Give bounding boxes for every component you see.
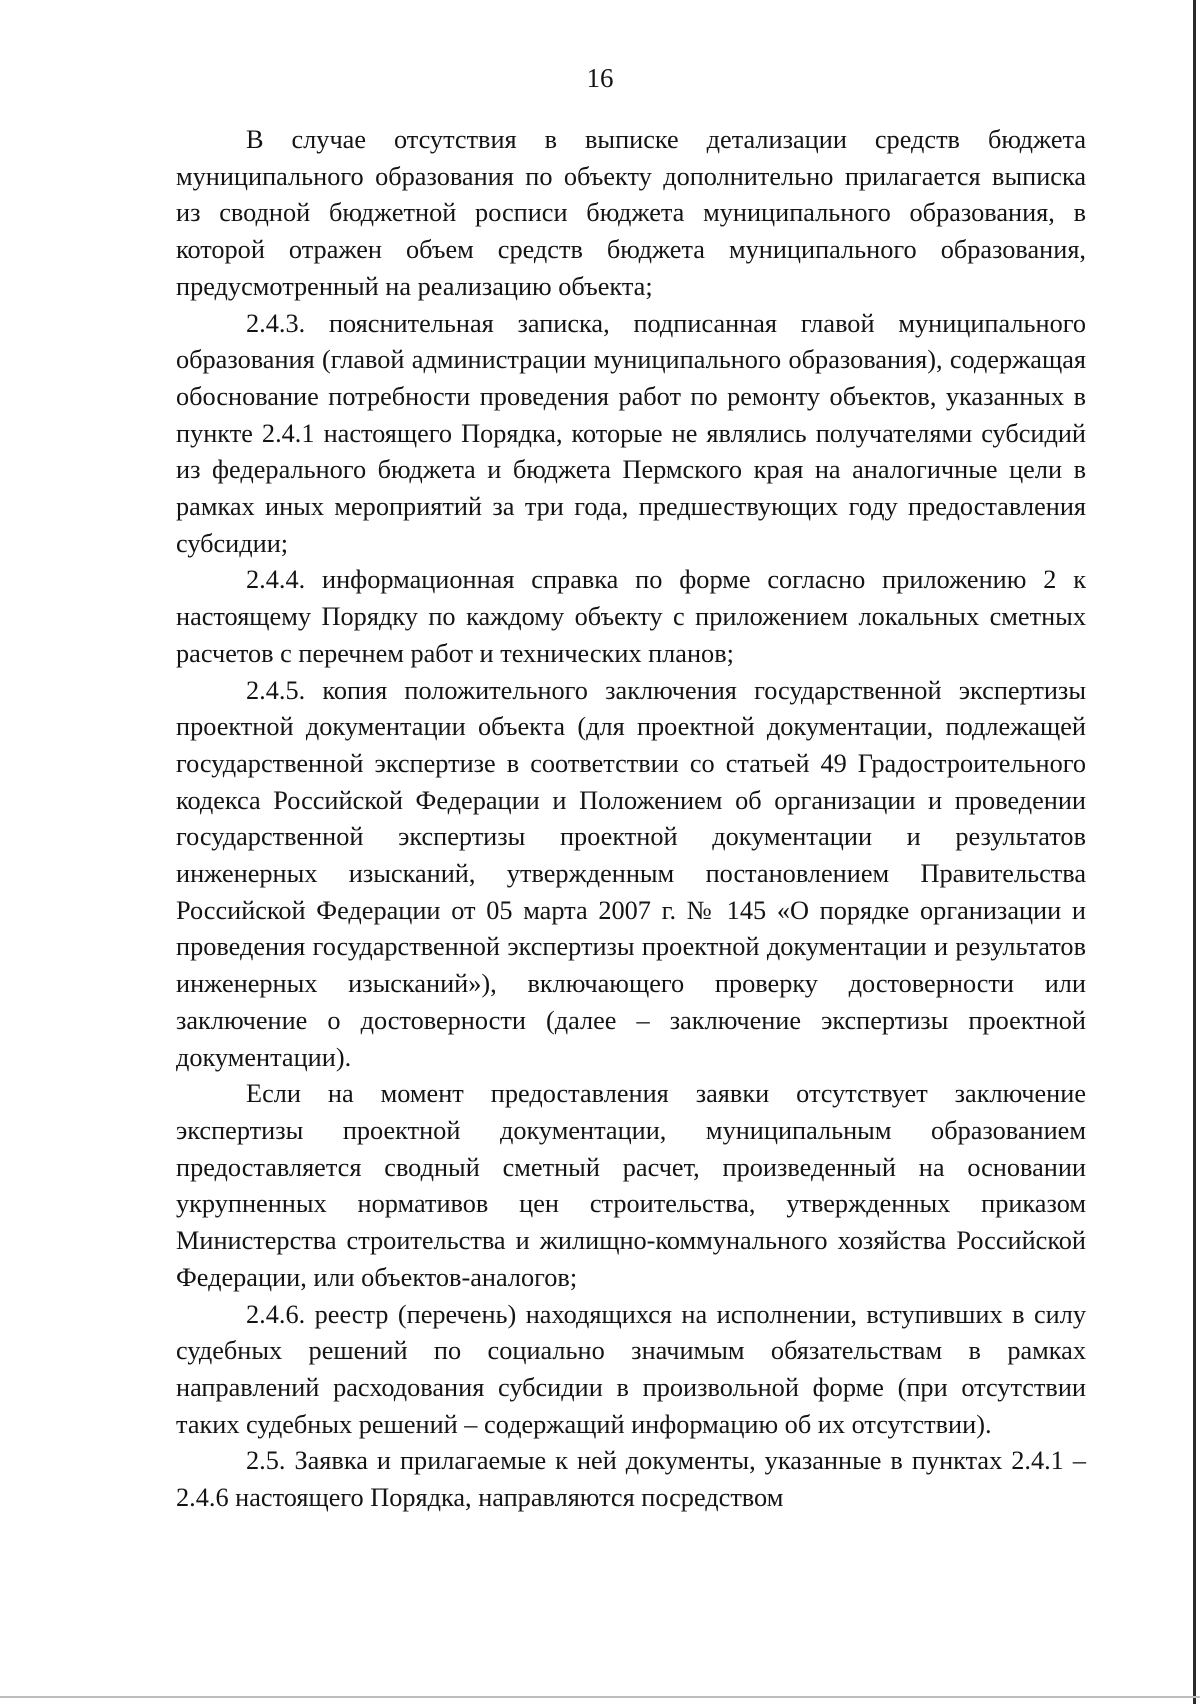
paragraph-no-expertise: Если на момент предоставления заявки отсутствует заключение экспертизы проектной документации, муниципальным образованием предоставляется сводный сметный расчет, произведенный на основании укрупненных нормативов цен строительства, утвержденных приказом Министерства строительства и жилищно-коммунального хозяйства Российской Федерации, или объектов-аналогов; [176, 1079, 1086, 1292]
scan-edge-right [1193, 0, 1196, 1704]
paragraph-2-4-6: 2.4.6. реестр (перечень) находящихся на исполнении, вступивших в силу судебных решений по социально значимым обязательствам в рамках направлений расходования субсидии в произвольной форме (при отсутствии таких судебных решений – содержащий информацию об их отсутствии). [176, 1299, 1086, 1439]
paragraph-2-4-4: 2.4.4. информационная справка по форме согласно приложению 2 к настоящему Порядку по каждому объекту с приложением локальных сметных расчетов с перечнем работ и технических планов; [176, 565, 1086, 668]
paragraph-budget-extract: В случае отсутствия в выписке детализации средств бюджета муниципального образования по объекту дополнительно прилагается выписка из сводной бюджетной росписи бюджета муниципального образования, в которой отражен объем средств бюджета муниципального образования, предусмотренный на реализацию объекта; [176, 125, 1086, 301]
page-number: 16 [586, 63, 614, 93]
paragraph-2-4-3: 2.4.3. пояснительная записка, подписанная главой муниципального образования (главой администрации муниципального образования), содержащая обоснование потребности проведения работ по ремонту объектов, указанных в пункте 2.4.1 настоящего Порядка, которые не являлись получателями субсидий из федерального бюджета и бюджета Пермского края на аналогичные цели в рамках иных мероприятий за три года, предшествующих году предоставления субсидии; [176, 308, 1086, 558]
scan-edge-bottom [0, 1696, 1200, 1698]
paragraph-2-5: 2.5. Заявка и прилагаемые к ней документы, указанные в пунктах 2.4.1 – 2.4.6 настоящего Порядка, направляются посредством [176, 1446, 1086, 1513]
paragraph-2-4-5: 2.4.5. копия положительного заключения государственной экспертизы проектной документации объекта (для проектной документации, подлежащей государственной экспертизе в соответствии со статьей 49 Градостроительного кодекса Российской Федерации и Положением об организации и проведении государственной экспертизы проектной документации и результатов инженерных изысканий, утвержденным постановлением Правительства Российской Федерации от 05 марта 2007 г. № 145 «О порядке организации и проведения государственной экспертизы проектной документации и результатов инженерных изысканий»), включающего проверку достоверности или заключение о достоверности (далее – заключение экспертизы проектной документации). [176, 675, 1086, 1072]
body-text [176, 122, 1086, 1517]
